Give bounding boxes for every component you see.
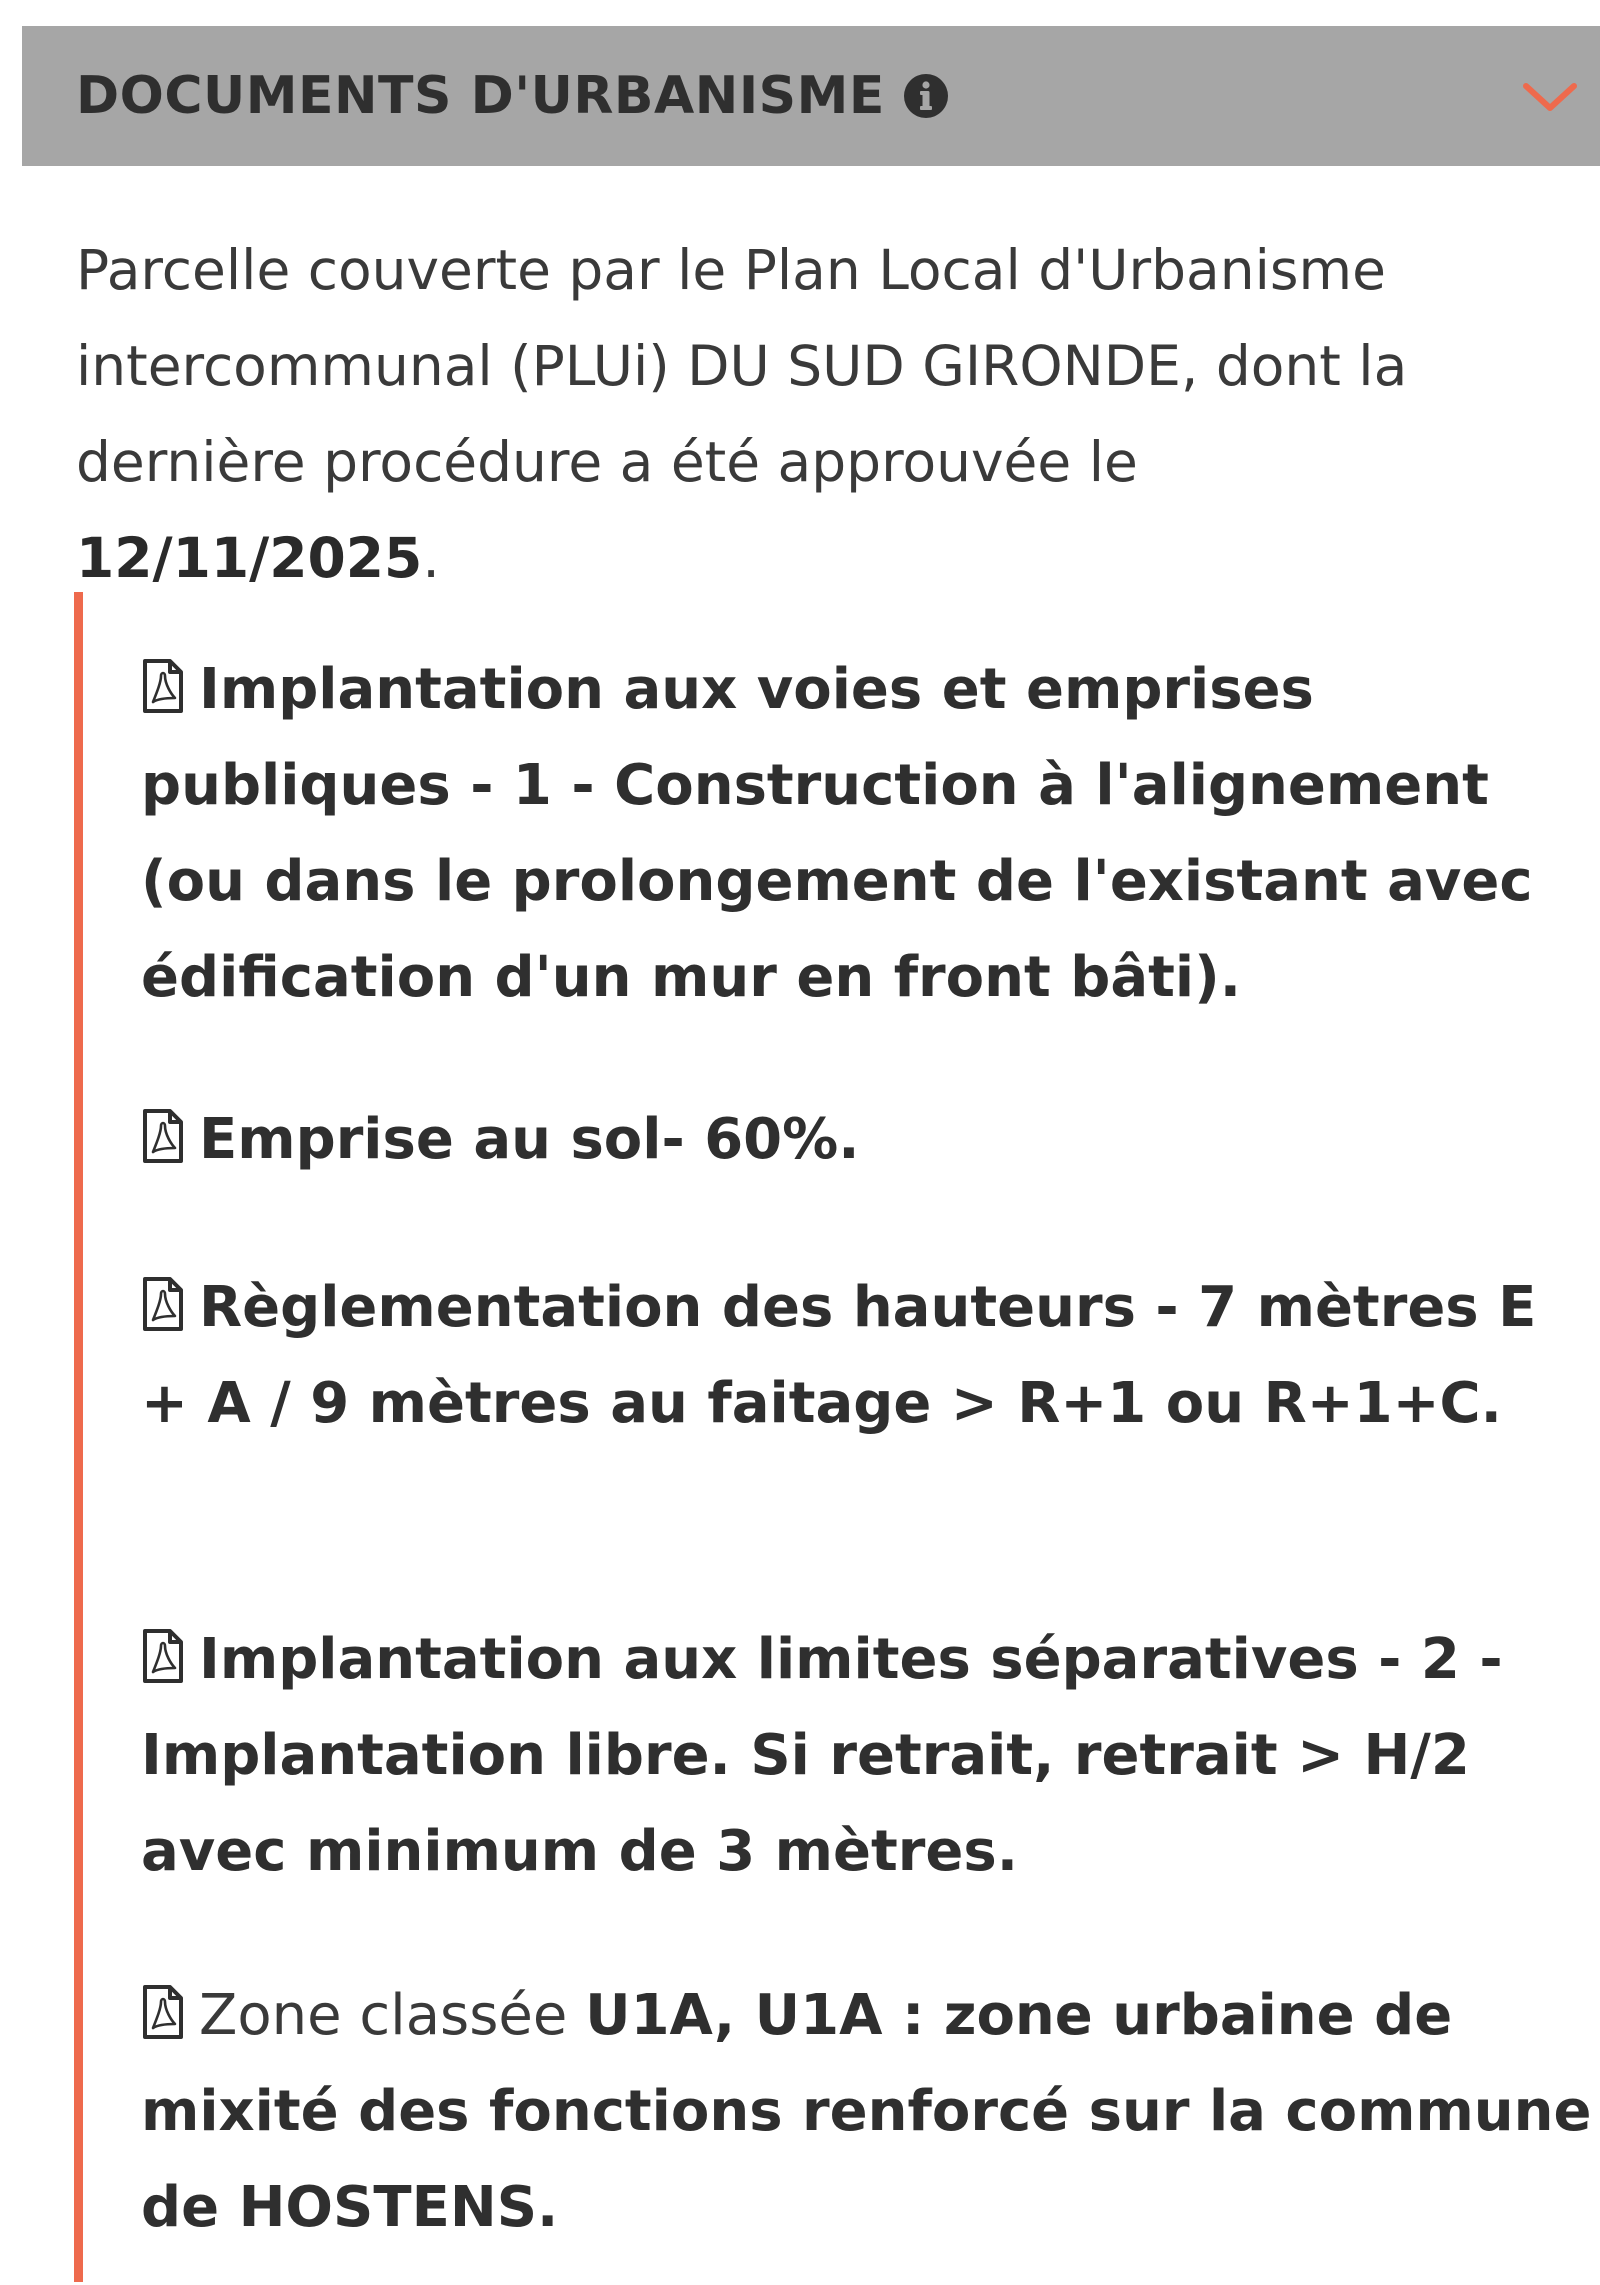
pdf-file-icon [141, 1266, 185, 1322]
rule-item-emprise-sol[interactable] [141, 1092, 1600, 1188]
plan-intro-text [76, 222, 1516, 606]
rule-item-hauteurs[interactable] [141, 1260, 1600, 1452]
rule-text: U1A, U1A : zone urbaine de mixité des fonctions renforcé sur la commune de HOSTENS. [141, 1983, 1592, 2240]
intro-text: Parcelle couverte par le Plan Local d'Urbanisme intercommunal (PLUi) DU SUD GIRONDE, dont la dernière procédure a été approuvée le [76, 238, 1408, 494]
documents-urbanisme-header[interactable] [22, 26, 1600, 166]
rule-text: Implantation aux limites séparatives - 2 - Implantation libre. Si retrait, retrait > H/2 avec minimum de 3 mètres. [141, 1627, 1503, 1884]
pdf-file-icon [141, 1974, 185, 2030]
rule-text: Emprise au sol- 60%. [199, 1107, 860, 1172]
intro-text-end: . [422, 526, 440, 590]
pdf-file-icon [141, 1618, 185, 1674]
rules-list [74, 592, 1600, 2282]
pdf-file-icon [141, 648, 185, 704]
info-circle-icon[interactable] [903, 73, 949, 119]
rule-text: Implantation aux voies et emprises publiques - 1 - Construction à l'alignement (ou dans le prolongement de l'existant avec édification d'un mur en front bâti). [141, 657, 1533, 1010]
rule-item-implantation-voies[interactable] [141, 642, 1600, 1026]
approval-date: 12/11/2025 [76, 526, 423, 590]
rule-text: Règlementation des hauteurs - 7 mètres E + A / 9 mètres au faitage > R+1 ou R+1+C. [141, 1275, 1537, 1436]
rule-item-zone-classee[interactable] [141, 1968, 1600, 2256]
pdf-file-icon [141, 1098, 185, 1154]
rule-item-limites-separatives[interactable] [141, 1612, 1600, 1900]
section-title: DOCUMENTS D'URBANISME [76, 66, 885, 126]
chevron-down-icon[interactable] [1520, 76, 1580, 116]
zone-prefix: Zone classée [199, 1983, 586, 2048]
